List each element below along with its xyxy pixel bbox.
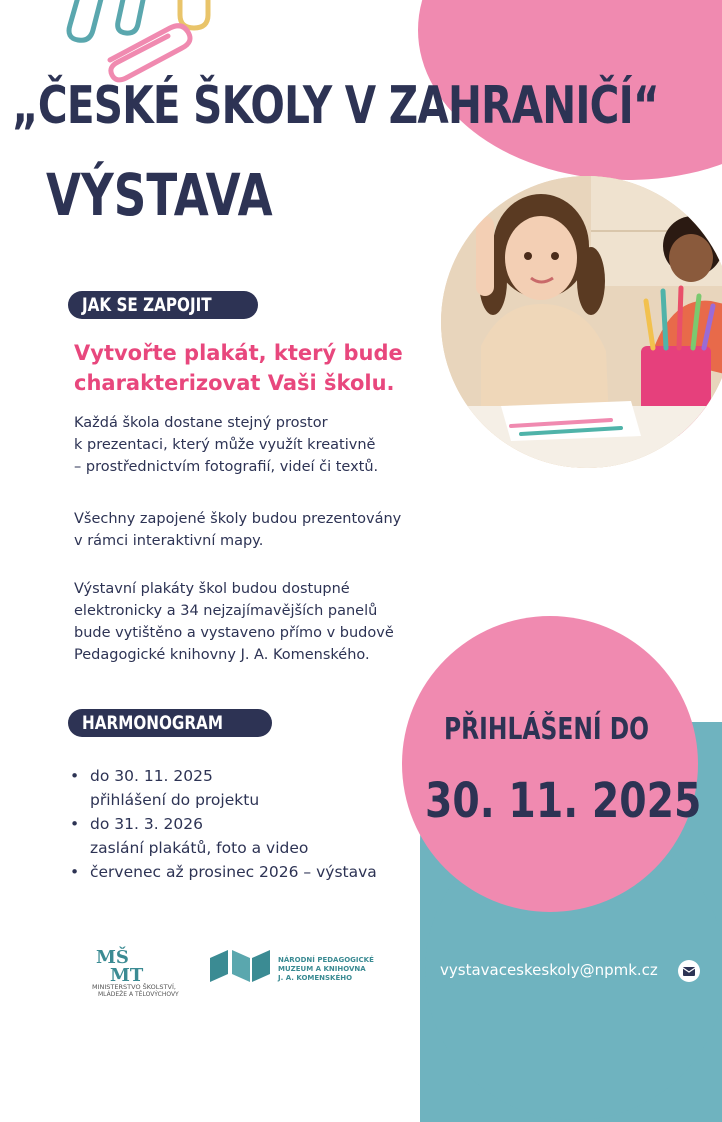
registration-label: PŘIHLÁŠENÍ DO (444, 712, 650, 747)
list-item: • do 31. 3. 2026 zaslání plakátů, foto a video (70, 812, 377, 860)
msmt-logo: MŠ MT MINISTERSTVO ŠKOLSTVÍ, MLÁDEŽE A TĚLOVÝCHOVY (92, 947, 179, 998)
section-pill-join: JAK SE ZAPOJIT (68, 291, 258, 319)
paragraph-posters: Výstavní plakáty škol budou dostupné elektronicky a 34 nejzajímavějších panelů bude vytištěno a vystaveno přímo v budově Pedagogické knihovny J. A. Komenského. (74, 581, 394, 663)
page-title: „ČESKÉ ŠKOLY V ZAHRANIČÍ“ (12, 76, 659, 136)
list-item: • do 30. 11. 2025 přihlášení do projektu (70, 764, 377, 812)
list-item: • červenec až prosinec 2026 – výstava (70, 860, 377, 884)
svg-text:MT: MT (110, 965, 144, 983)
children-photo (441, 176, 722, 468)
paragraph-space: Každá škola dostane stejný prostor k prezentaci, který může využít kreativně – prostřednictvím fotografií, videí či textů. (74, 415, 379, 475)
page-subtitle: VÝSTAVA (46, 161, 273, 229)
section-pill-schedule: HARMONOGRAM (68, 709, 272, 737)
paragraph-map: Všechny zapojené školy budou prezentovány v rámci interaktivní mapy. (74, 511, 402, 549)
schedule-list (70, 764, 377, 884)
lead-line-1: Vytvořte plakát, který bude (74, 341, 403, 365)
registration-circle (402, 616, 698, 912)
contact-email[interactable]: vystavaceskeskoly@npmk.cz (440, 961, 658, 979)
lead-line-2: charakterizovat Vaši školu. (74, 371, 395, 395)
registration-date: 30. 11. 2025 (425, 773, 702, 829)
svg-text:MŠ: MŠ (96, 947, 129, 968)
npmk-logo: NÁRODNÍ PEDAGOGICKÉ MUZEUM A KNIHOVNA J. A. KOMENSKÉHO (208, 948, 374, 984)
section-lead (74, 338, 403, 398)
msmt-emblem-icon (96, 945, 156, 983)
npmk-emblem-icon (208, 948, 272, 984)
mail-icon[interactable] (678, 960, 700, 982)
